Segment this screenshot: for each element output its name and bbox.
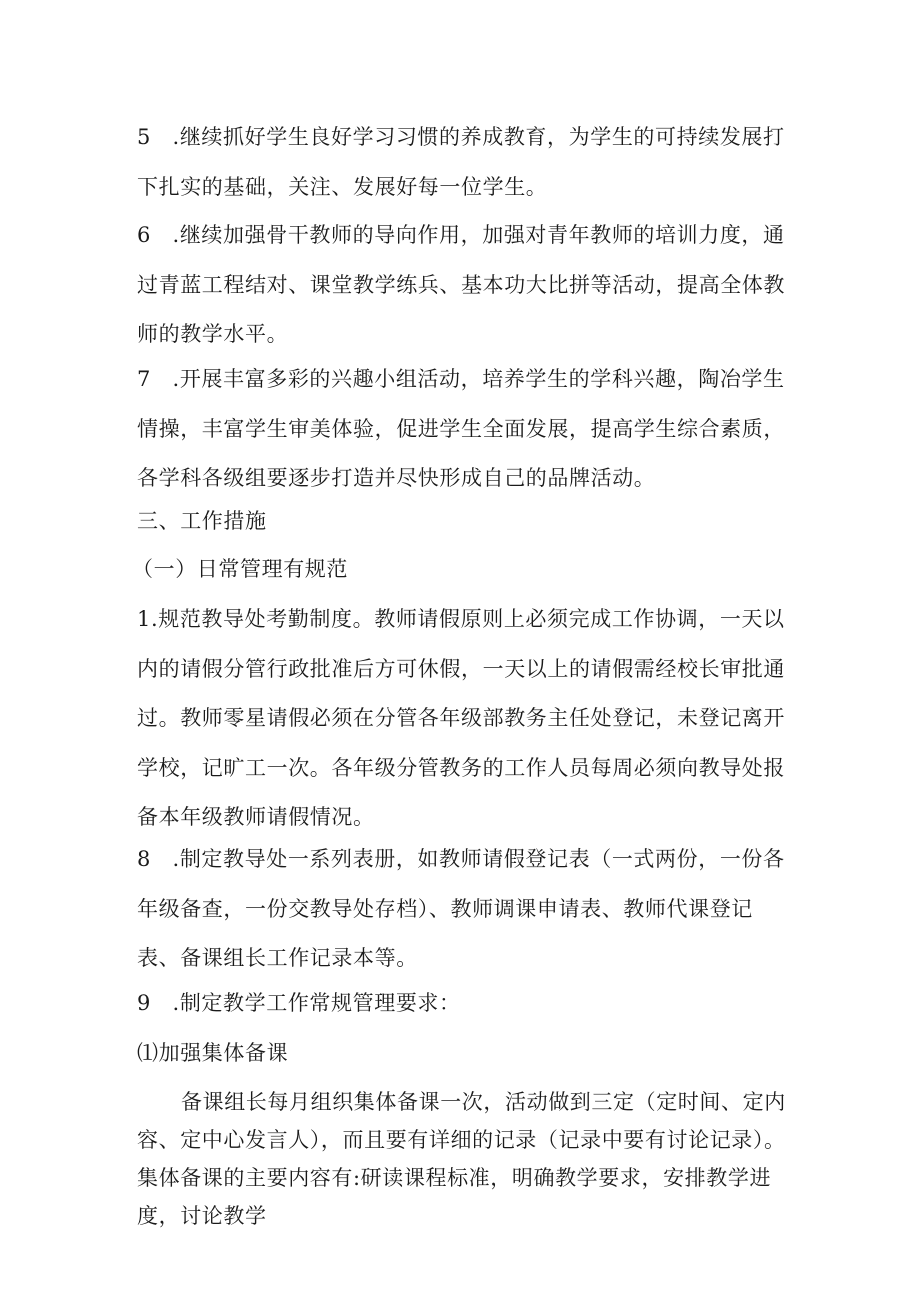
paragraph-item-5: 5 .继续抓好学生良好学习习惯的养成教育，为学生的可持续发展打下扎实的基础，关注、发展好每一位学生。: [137, 125, 785, 199]
paragraph-item-6: 6 .继续加强骨干教师的导向作用，加强对青年教师的培训力度，通过青蓝工程结对、课堂教学练兵、基本功大比拼等活动，提高全体教师的教学水平。: [137, 223, 785, 346]
paragraph-item-8: 8 .制定教导处一系列表册，如教师请假登记表（一式两份，一份各年级备查，一份交教导处存档）、教师调课申请表、教师代课登记表、备课组长工作记录本等。: [137, 847, 785, 970]
paragraph-item-9: 9 .制定教学工作常规管理要求：: [137, 991, 461, 1015]
subsection-heading-daily-management: （一）日常管理有规范: [132, 557, 348, 581]
paragraph-item-7: 7 .开展丰富多彩的兴趣小组活动，培养学生的学科兴趣，陶冶学生情操，丰富学生审美体验，促进学生全面发展，提高学生综合素质，各学科各级组要逐步打造并尽快形成自己的品牌活动。: [137, 367, 785, 490]
paragraph-collective-lesson-prep: 备课组长每月组织集体备课一次，活动做到三定（定时间、定内容、定中心发言人），而且要有详细的记录（记录中要有讨论记录）。集体备课的主要内容有:研读课程标准，明确教学要求，安排教学进度，讨论教学: [137, 1090, 786, 1228]
section-heading-work-measures: 三、工作措施: [137, 509, 267, 533]
paragraph-item-1-attendance: 1.规范教导处考勤制度。教师请假原则上必须完成工作协调，一天以内的请假分管行政批准后方可休假，一天以上的请假需经校长审批通过。教师零星请假必须在分管各年级部教务主任处登记，未登记离开学校，记旷工一次。各年级分管教务的工作人员每周必须向教导处报备本年级教师请假情况。: [137, 607, 785, 829]
subheading-collective-lesson-prep: ⑴加强集体备课: [137, 1041, 289, 1065]
